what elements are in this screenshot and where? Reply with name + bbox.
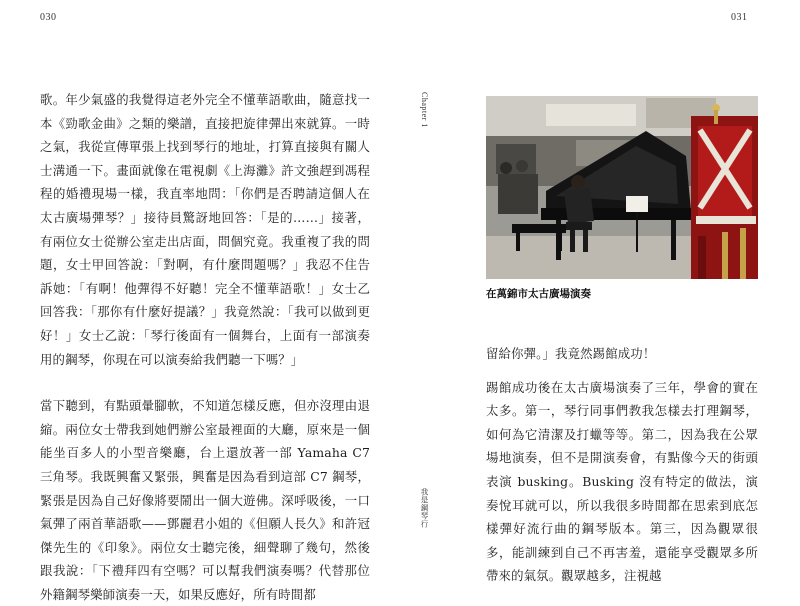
right-paragraph-2: 踢館成功後在太古廣場演奏了三年，學會的實在太多。第一，琴行同事們教我怎樣去打理鋼琴，如何為它清潔及打蠟等等。第二，因為我在公眾場地演奏，但不是開演奏會，有點像今天的街頭表演 busking。Busking 沒有特定的做法，演奏悅耳就可以，所以我很多時間都在思索到底怎樣彈好流行曲的鋼琴版本。第三，因為觀眾很多，能訓練到自己不再害羞，還能享受觀眾多所帶來的氣氛。觀眾越多，注視越 xyxy=(486,379,758,584)
piano-performance-photo xyxy=(486,96,758,279)
left-page-body xyxy=(40,88,370,606)
left-paragraph-1: 歌。年少氣盛的我覺得這老外完全不懂華語歌曲，隨意找一本《勁歌金曲》之類的樂譜，直接把旋律彈出來就算。一時之氣，我從宣傳單張上找到琴行的地址，打算直接與有關人士溝通一下。畫面就像在電視劇《上海灘》許文強趕到馮程程的婚禮現場一樣，我直率地問：「你們是否聘請這個人在太古廣場彈琴？」接待員驚訝地回答：「是的……」接著，有兩位女士從辦公室走出店面，問個究竟。我重複了我的問題，女士甲回答說：「對啊，有什麼問題嗎？」我忍不住告訴她：「有啊！他彈得不好聽！完全不懂華語歌！」女士乙回答我：「那你有什麼好提議？」我竟然說：「我可以做到更好！」女士乙說：「琴行後面有一個舞台，上面有一部演奏用的鋼琴，你現在可以演奏給我們聽一下嗎？」 xyxy=(40,92,370,367)
left-paragraph-2: 當下聽到，有點頭暈腳軟，不知道怎樣反應，但亦沒理由退縮。兩位女士帶我到她們辦公室最裡面的大廳，原來是一個能坐百多人的小型音樂廳，台上還放著一部 Yamaha C7 三角琴。我既興奮又緊張，興奮是因為看到這部 C7 鋼琴，緊張是因為自己好像將要鬧出一個大遊佛。深呼吸後，一口氣彈了兩首華語歌——鄧麗君小姐的《但願人長久》和許冠傑先生的《印象》。兩位女士聽完後，細聲聊了幾句，然後跟我說：「下禮拜四有空嗎？可以幫我們演奏嗎？代替那位外籍鋼琴樂師演奏一天，如果反應好，所有時間都 xyxy=(40,398,370,602)
book-running-title: 我是鋼琴行 xyxy=(420,488,429,528)
right-page-body xyxy=(486,342,758,588)
right-paragraph-1: 留給你彈。」我竟然踢館成功！ xyxy=(486,346,656,361)
photo-caption: 在萬錦市太古廣場演奏 xyxy=(486,288,591,300)
chapter-running-head: Chapter 1 xyxy=(420,92,429,128)
page-number-right: 031 xyxy=(731,12,748,23)
page-number-left: 030 xyxy=(40,12,57,23)
